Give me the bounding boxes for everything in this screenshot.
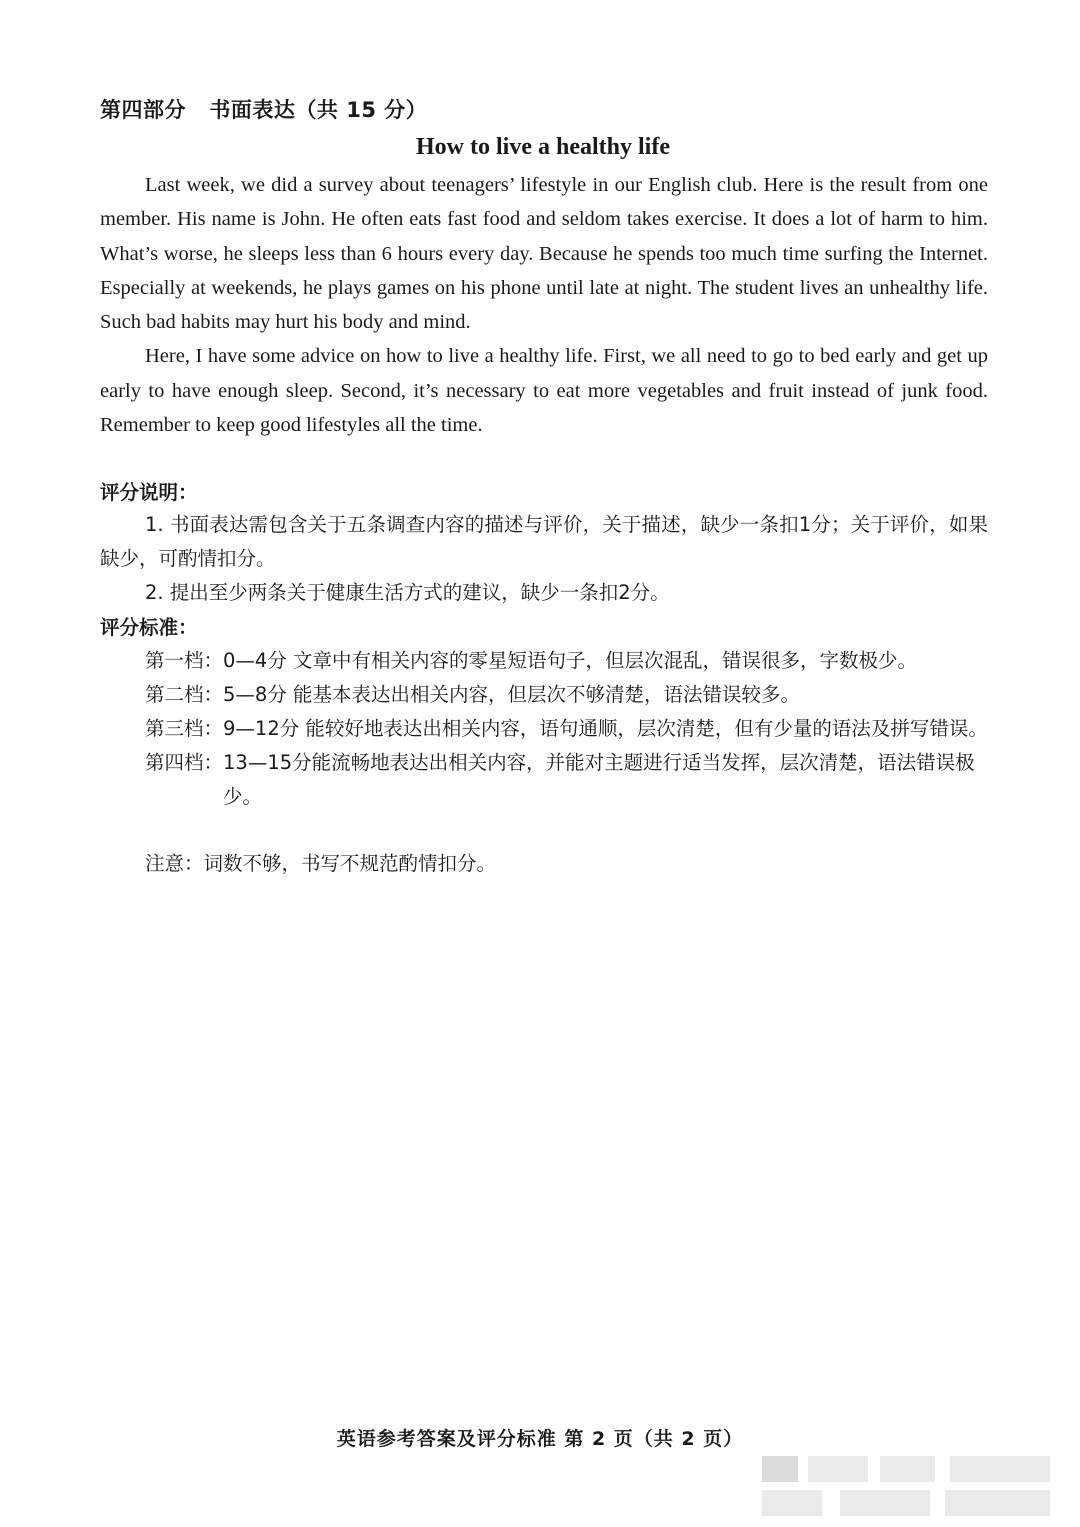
essay-paragraph-1: Last week, we did a survey about teenagers’ lifestyle in our English club. Here is the result from one member. His name is John. He often eats fast food and seldom takes exercise. It does a lot of harm to him. What’s worse, he sleeps less than 6 hours every day. Because he spends too much time surfing the Internet. Especially at weekends, he plays games on his phone until late at night. The student lives an unhealthy life. Such bad habits may hurt his body and mind. bbox=[100, 174, 988, 334]
scoring-notes-list bbox=[100, 508, 988, 610]
level-3-label: 第三档： bbox=[145, 717, 224, 740]
level-3-text: 9—12分 能较好地表达出相关内容，语句通顺，层次清楚，但有少量的语法及拼写错误。 bbox=[223, 717, 988, 740]
level-2-label: 第二档： bbox=[145, 683, 224, 706]
section-heading: 第四部分 书面表达（共 15 分） bbox=[100, 98, 428, 122]
scoring-notes-title: 评分说明： bbox=[100, 481, 198, 504]
level-1-text: 0—4分 文章中有相关内容的零星短语句子，但层次混乱，错误很多，字数极少。 bbox=[223, 649, 918, 672]
level-4-text: 13—15分能流畅地表达出相关内容，并能对主题进行适当发挥，层次清楚，语法错误极少。 bbox=[223, 751, 975, 808]
level-4 bbox=[145, 746, 990, 814]
scoring-standards-title: 评分标准： bbox=[100, 616, 198, 639]
scoring-levels bbox=[145, 644, 990, 814]
scoring-note-item-1: 1. 书面表达需包含关于五条调查内容的描述与评价，关于描述，缺少一条扣1分；关于评价，如果缺少，可酌情扣分。 bbox=[100, 513, 988, 570]
model-essay bbox=[100, 168, 988, 442]
level-2 bbox=[145, 678, 990, 712]
deduction-note: 注意：词数不够，书写不规范酌情扣分。 bbox=[145, 852, 497, 875]
level-2-text: 5—8分 能基本表达出相关内容，但层次不够清楚，语法错误较多。 bbox=[223, 683, 801, 706]
essay-title: How to live a healthy life bbox=[416, 134, 670, 160]
blurred-watermark bbox=[760, 1452, 1060, 1522]
level-1 bbox=[145, 644, 990, 678]
level-3 bbox=[145, 712, 990, 746]
essay-paragraph-2: Here, I have some advice on how to live a healthy life. First, we all need to go to bed early and get up early to have enough sleep. Second, it’s necessary to eat more vegetables and fruit instead of junk food. Remember to keep good lifestyles all the time. bbox=[100, 345, 988, 437]
level-4-label: 第四档： bbox=[145, 751, 224, 774]
page-footer: 英语参考答案及评分标准 第 2 页（共 2 页） bbox=[336, 1428, 744, 1450]
level-1-label: 第一档： bbox=[145, 649, 224, 672]
scoring-note-item-2: 2. 提出至少两条关于健康生活方式的建议，缺少一条扣2分。 bbox=[145, 581, 670, 604]
